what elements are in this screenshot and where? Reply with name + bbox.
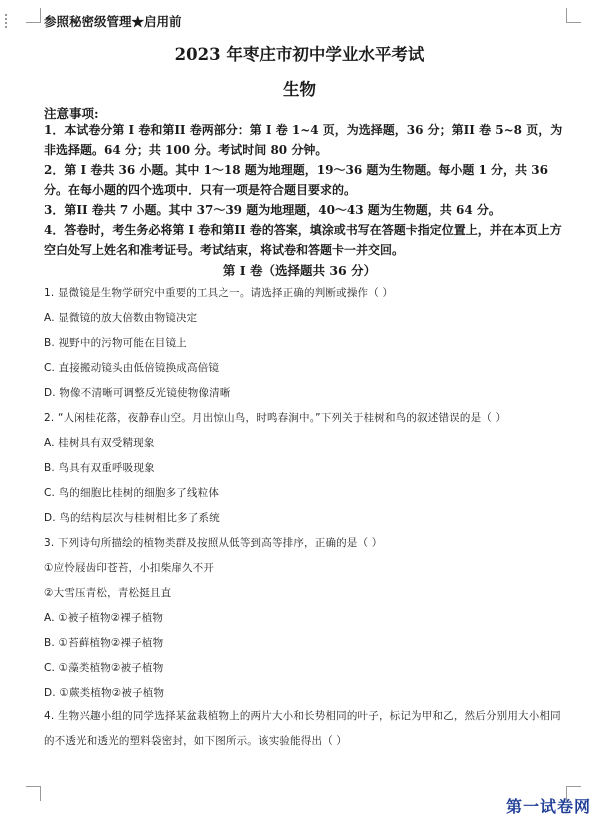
q2-option-d: D. 鸟的结构层次与桂树相比多了系统 [44,512,220,524]
q1-option-a: A. 显微镜的放大倍数由物镜决定 [44,312,198,324]
q3-option-d: D. ①蕨类植物②被子植物 [44,687,165,699]
q3-option-c: C. ①藻类植物②被子植物 [44,662,164,674]
site-watermark: 第一试卷网 [505,797,591,816]
question-2-stem: 2. “人闲桂花落，夜静春山空。月出惊山鸟，时鸣春涧中。”下列关于桂树和鸟的叙述错误的是（ ） [44,412,507,424]
subject-title: 生物 [283,80,316,99]
q1-option-c: C. 直接搬动镜头由低倍镜换成高倍镜 [44,362,220,374]
exam-title: 2023 年枣庄市初中学业水平考试 [174,45,425,64]
notice-heading: 注意事项: [44,106,99,121]
notice-item-2: 2．第 I 卷共 36 小题。其中 1～18 题为地理题，19～36 题为生物题。每小题 1 分，共 36 分。在每小题的四个选项中．只有一项是符合题目要求的。 [44,163,548,197]
q3-option-a: A. ①被子植物②裸子植物 [44,612,164,624]
notice-item-3: 3．第II 卷共 7 小题。其中 37～39 题为地理题，40～43 题为生物题，共 64 分。 [44,203,501,217]
crop-mark-top-right [566,8,581,23]
q3-poem-line-1: ①应怜屐齿印苍苔，小扣柴扉久不开 [44,562,215,574]
drag-handle-icon[interactable] [5,14,11,32]
q2-option-c: C. 鸟的细胞比桂树的细胞多了线粒体 [44,487,220,499]
section-title: 第 I 卷（选择题共 36 分） [222,263,377,278]
q2-option-b: B. 鸟具有双重呼吸现象 [44,462,155,474]
q1-option-d: D. 物像不清晰可调整反光镜使物像清晰 [44,387,231,399]
question-4-stem: 4. 生物兴趣小组的同学选择某盆栽植物上的两片大小和长势相同的叶子，标记为甲和乙，然后分别用大小相同的不透光和透光的塑料袋密封，如下图所示。该实验能得出（ ） [44,710,561,747]
q2-option-a: A. 桂树具有双受精现象 [44,437,155,449]
notice-item-1: 1．本试卷分第 I 卷和第II 卷两部分：第 I 卷 1~4 页，为选择题，36 分；第II 卷 5~8 页，为非选择题。64 分；共 100 分。考试时间 80 分钟。 [44,123,563,157]
q1-option-b: B. 视野中的污物可能在目镜上 [44,337,187,349]
q3-poem-line-2: ②大雪压青松，青松挺且直 [44,587,172,599]
crop-mark-bottom-left [26,786,41,801]
question-3-stem: 3. 下列诗句所描绘的植物类群及按照从低等到高等排序，正确的是（ ） [44,537,383,549]
q3-option-b: B. ①苔藓植物②裸子植物 [44,637,164,649]
secret-level-label: 参照秘密级管理★启用前 [44,14,182,29]
question-1-stem: 1. 显微镜是生物学研究中重要的工具之一。请选择正确的判断或操作（ ） [44,287,394,299]
notice-item-4: 4．答卷时，考生务必将第 I 卷和第II 卷的答案，填涂或书写在答题卡指定位置上，并在本页上方空白处写上姓名和准考证号。考试结束，将试卷和答题卡一并交回。 [44,223,562,257]
crop-mark-top-left [26,8,41,23]
